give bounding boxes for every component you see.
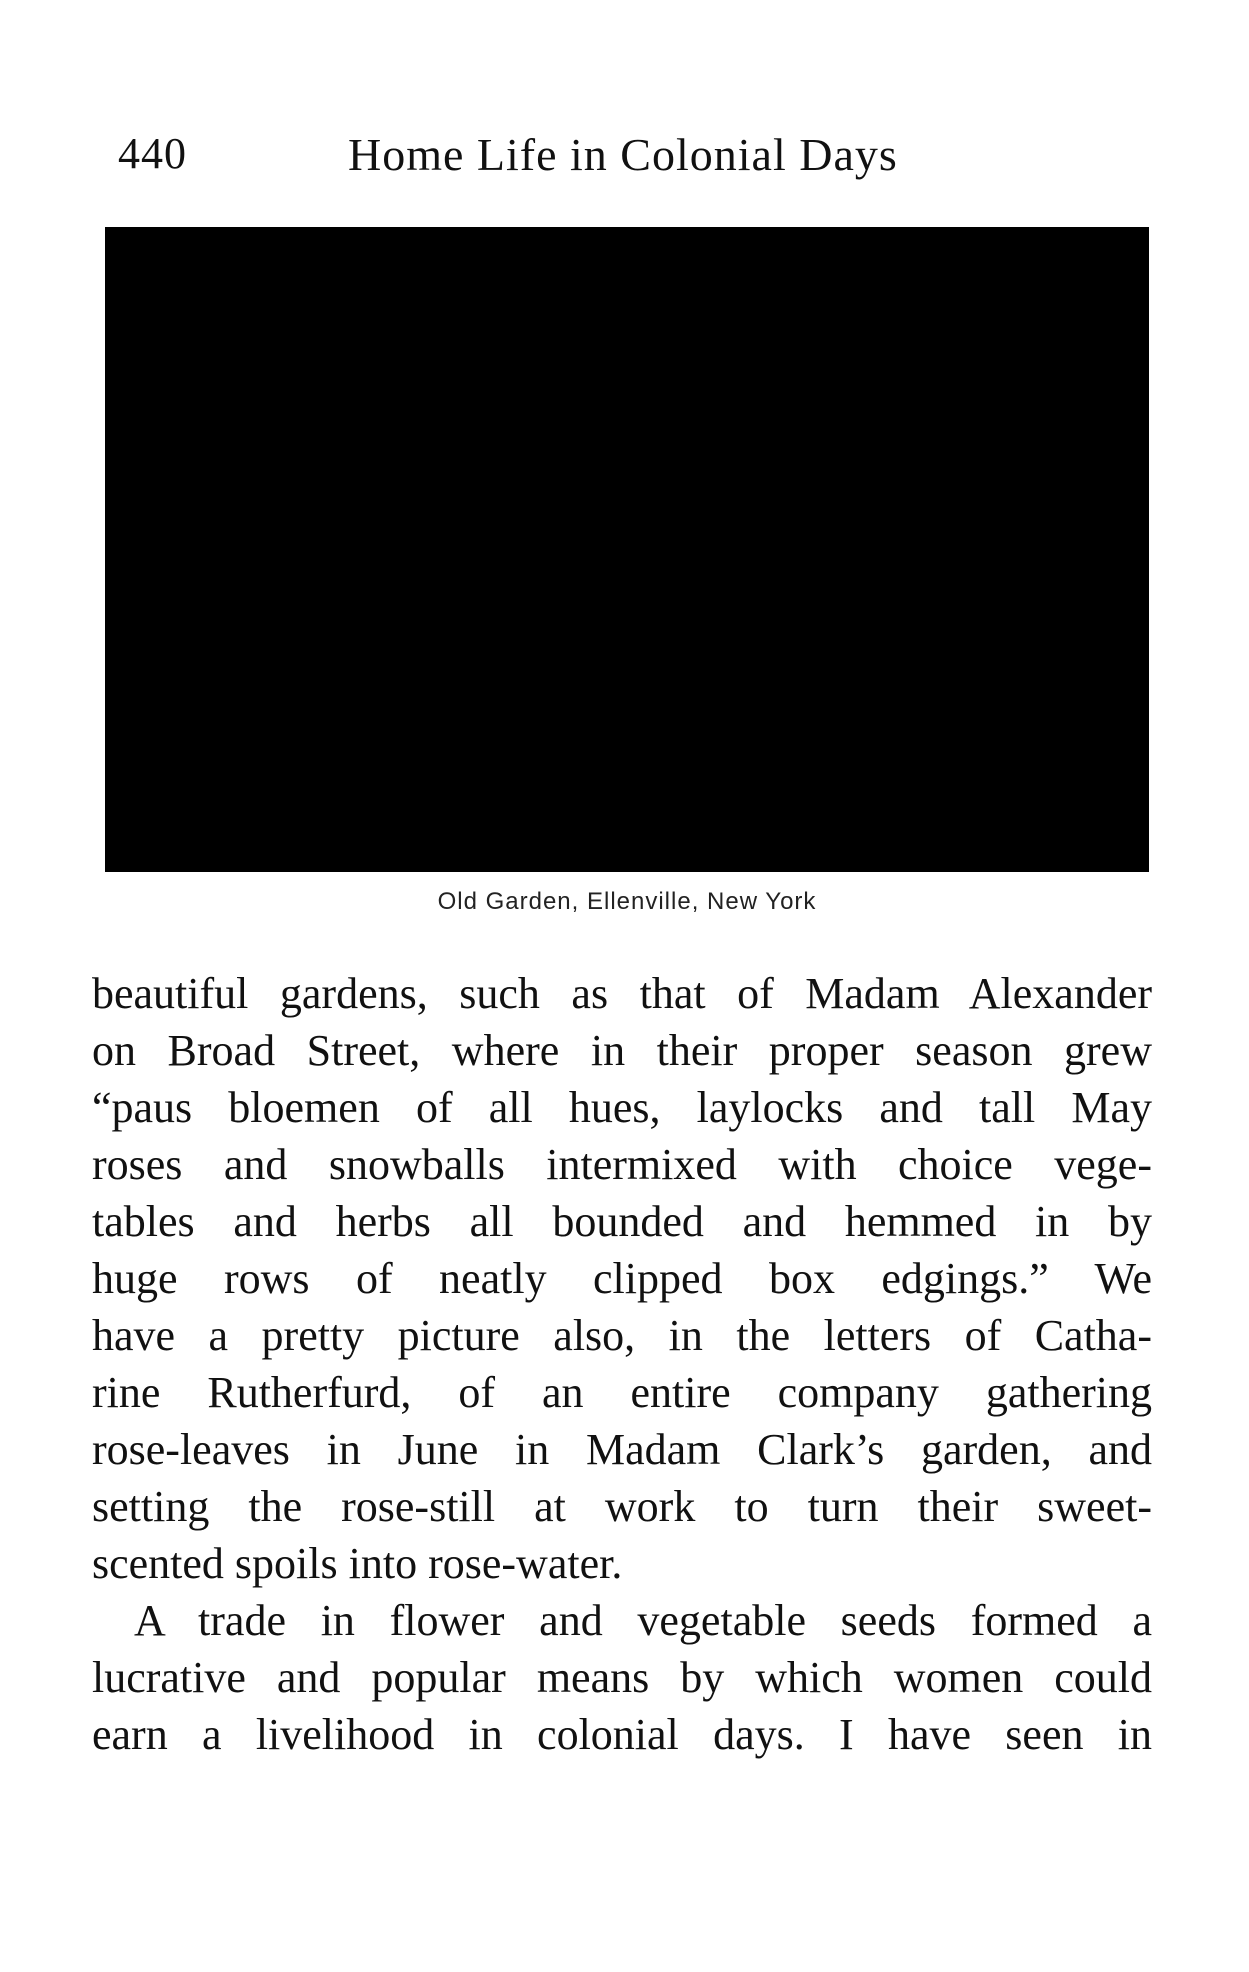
text-line: on Broad Street, where in their proper season grew [92, 1026, 1152, 1075]
text-line: beautiful gardens, such as that of Madam Alexander [92, 969, 1152, 1018]
photo-plate [105, 227, 1149, 872]
figure-caption: Old Garden, Ellenville, New York [437, 888, 817, 915]
text-line: lucrative and popular means by which women could [92, 1653, 1152, 1702]
text-line: scented spoils into rose-water. [92, 1539, 623, 1588]
text-line: “paus bloemen of all hues, laylocks and tall May [92, 1083, 1152, 1132]
text-line: rose-leaves in June in Madam Clark’s garden, and [92, 1425, 1152, 1474]
running-head [118, 128, 978, 188]
running-title: Home Life in Colonial Days [348, 129, 898, 180]
text-line: A trade in flower and vegetable seeds formed a [134, 1596, 1152, 1645]
text-line: have a pretty picture also, in the letters of Catha- [92, 1311, 1152, 1360]
text-line: huge rows of neatly clipped box edgings.” We [92, 1254, 1152, 1303]
text-line: earn a livelihood in colonial days. I have seen in [92, 1710, 1152, 1759]
text-line: rine Rutherfurd, of an entire company gathering [92, 1368, 1152, 1417]
page-number: 440 [118, 129, 187, 178]
body-text [92, 965, 1152, 1763]
text-line: setting the rose-still at work to turn their sweet- [92, 1482, 1152, 1531]
text-line: tables and herbs all bounded and hemmed in by [92, 1197, 1152, 1246]
text-line: roses and snowballs intermixed with choice vege- [92, 1140, 1152, 1189]
